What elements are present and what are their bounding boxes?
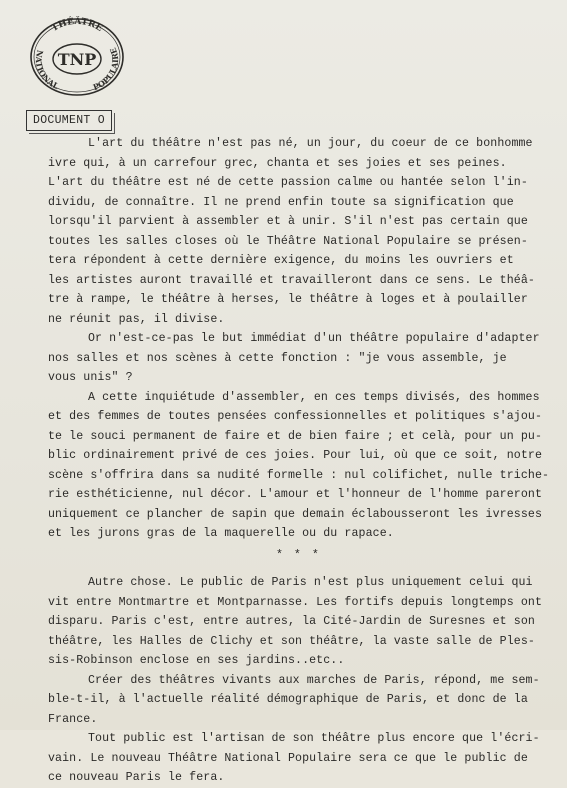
text-line: scène s'offrira dans sa nudité formelle : nul colifichet, nulle triche-: [48, 468, 550, 482]
text-line: sis-Robinson enclose en ses jardins..etc..: [48, 654, 345, 667]
text-line: théâtre, les Halles de Clichy et son théâtre, la vaste salle de Ples-: [48, 634, 535, 648]
text-line: les artistes auront travaillé et travailleront dans ce sens. Le théâ-: [48, 273, 535, 287]
text-line: blic ordinairement privé de ces joies. Pour lui, où que ce soit, notre: [48, 449, 543, 462]
svg-text:THÉÂTRE: [50, 16, 104, 34]
text-line: A cette inquiétude d'assembler, en ces temps divisés, des hommes: [88, 390, 540, 404]
text-line: vit entre Montmartre et Montparnasse. Les fortifs depuis longtemps ont: [48, 595, 543, 609]
stamp-right-text: POPULAIRE: [91, 46, 121, 93]
text-line: ce nouveau Paris le fera.: [48, 771, 225, 784]
stamp-top-text: THÉÂTRE: [49, 16, 104, 34]
text-line: vous unis" ?: [48, 371, 133, 384]
text-line: L'art du théâtre est né de cette passion calme ou hantée selon l'in-: [48, 176, 528, 189]
text-line: L'art du théâtre n'est pas né, un jour, du coeur de ce bonhomme: [88, 137, 533, 150]
text-line: nos salles et nos scènes à cette fonction : "je vous assemble, je: [48, 351, 507, 365]
text-line: tera répondent à cette dernière exigence, du moins les ouvriers et: [48, 254, 514, 267]
section-separator: * * *: [276, 548, 321, 562]
text-line: uniquement ce plancher de sapin que demain éclabousseront les ivresses: [48, 507, 543, 521]
stamp-center-text: TNP: [57, 50, 97, 69]
text-line: disparu. Paris c'est, entre autres, la Cité-Jardin de Suresnes et son: [48, 615, 535, 628]
text-line: tre à rampe, le théâtre à herses, le théâtre à loges et à poulailler: [48, 293, 528, 306]
stamp-left-text: NATIONAL: [33, 48, 61, 92]
tnp-stamp-logo: [28, 16, 126, 98]
text-line: dividu, de connaître. Il ne prend enfin toute sa signification que: [48, 195, 514, 209]
text-line: Créer des théâtres vivants aux marches de Paris, répond, me sem-: [88, 673, 540, 687]
text-line: ble-t-il, à l'actuelle réalité démographique de Paris, et donc de la: [48, 693, 528, 706]
text-line: lorsqu'il parvient à assembler et à unir. S'il n'est pas certain que: [48, 215, 528, 228]
text-line: ne réunit pas, il divise.: [48, 312, 225, 326]
text-line: et des femmes de toutes pensées confessionnelles et politiques s'ajou-: [48, 410, 543, 423]
text-line: Or n'est-ce-pas le but immédiat d'un théâtre populaire d'adapter: [88, 332, 540, 345]
text-line: rie esthéticienne, nul décor. L'amour et l'honneur de l'homme pareront: [48, 488, 543, 501]
document-label: DOCUMENT O: [26, 110, 112, 131]
text-line: te le souci permanent de faire et de bien faire ; et celà, pour un pu-: [48, 429, 543, 443]
text-line: Autre chose. Le public de Paris n'est plus uniquement celui qui: [88, 576, 533, 589]
text-line: et les jurons gras de la maquerelle ou du rapace.: [48, 527, 394, 540]
text-line: France.: [48, 712, 98, 726]
text-line: ivre qui, à un carrefour grec, chanta et ses joies et ses peines.: [48, 156, 507, 170]
text-line: vain. Le nouveau Théâtre National Populaire sera ce que le public de: [48, 751, 528, 765]
text-line: Tout public est l'artisan de son théâtre plus encore que l'écri-: [88, 732, 540, 745]
text-line: toutes les salles closes où le Théâtre National Populaire se présen-: [48, 234, 528, 248]
